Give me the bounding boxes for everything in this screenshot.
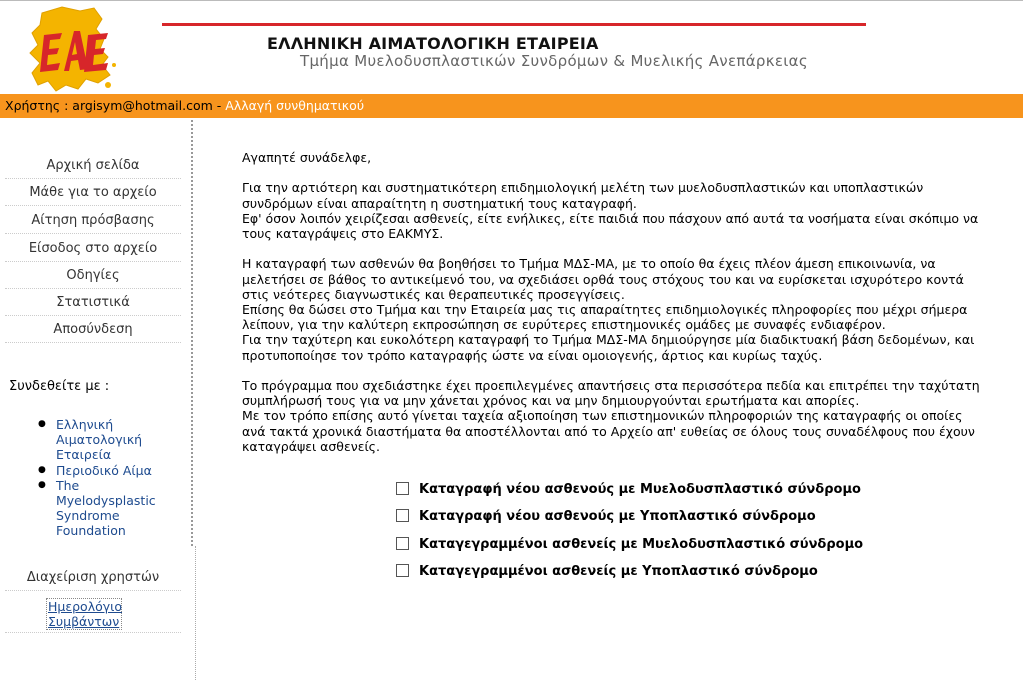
paragraph: Με τον τρόπο επίσης αυτό γίνεται ταχεία αξιοποίηση των επιστημονικών πληροφοριών της καταγραφής οι οποίες ανά τακτά χρονικά διαστήματα θα αποστέλλονται από το Αρχείο απ' ευθείας σε όλους τους συναδέλφους που έχουν καταγράψει ασθενείς.: [242, 408, 975, 454]
main-content: [242, 150, 982, 454]
paragraph: Εφ' όσον λοιπόν χειρίζεσαι ασθενείς, είτε ενήλικες, είτε παιδιά που πάσχουν από αυτά τα νοσήματα είναι σκόπιμο να τους καταγράψεις στο ΕΑΚΜΥΣ.: [242, 210, 979, 241]
option-label[interactable]: Καταγεγραμμένοι ασθενείς με Μυελοδυσπλαστικό σύνδρομο: [419, 536, 864, 552]
org-title: ΕΛΛΗΝΙΚΗ ΑΙΜΑΤΟΛΟΓΙΚΗ ΕΤΑΙΡΕΙΑ: [267, 34, 599, 53]
eae-logo[interactable]: [22, 5, 122, 93]
sidebar-item-archive-login[interactable]: [5, 241, 181, 256]
link-hellenic-hematology-society[interactable]: Ελληνική Αιματολογική Εταιρεία: [56, 417, 143, 463]
sidebar-item-label[interactable]: Μάθε για το αρχείο: [29, 185, 157, 200]
user-separator: -: [212, 98, 226, 113]
paragraph: Για την αρτιότερη και συστηματικότερη επιδημιολογική μελέτη των μυελοδυσπλαστικών και υποπλαστικών συνδρόμων είναι απαραίτητη η συστηματική τους καταγραφή.: [242, 180, 924, 211]
paragraph: Επίσης θα δώσει στο Τμήμα και την Εταιρεία μας τις απαραίτητες επιδημιολογικές πληροφορίες που μέχρι σήμερα λείπουν, για την καλύτερη εκπροσώπηση σε ευρύτερες επιστημονικές ομάδες με συναφές ενδιαφέρον.: [242, 302, 968, 333]
list-item: [40, 463, 170, 478]
sidebar-separator: [5, 288, 181, 289]
header-divider-line: [162, 23, 866, 26]
paragraph: Για την ταχύτερη και ευκολότερη καταγραφή το Τμήμα ΜΔΣ-ΜΑ δημιούργησε μία διαδικτυακή βάση δεδομένων, και προτυποποίησε τον τρόπο καταγραφής ώστε να είναι ομοιογενής, άρτιος και κυρίως ταχύς.: [242, 332, 975, 363]
paragraph: Το πρόγραμμα που σχεδιάστηκε έχει προεπιλεγμένες απαντήσεις στα περισσότερα πεδία και επιτρέπει την ταχύτατη συμπλήρωσή τους για να μην χάνεται χρόνος και να μην δημιουργούνται ερωτήματα και απορίες.: [242, 378, 980, 409]
paragraph: Η καταγραφή των ασθενών θα βοηθήσει το Τμήμα ΜΔΣ-ΜΑ, με το οποίο θα έχεις πλέον άμεση επικοινωνία, να μελετήσει σε βάθος το αντικείμενό του, να σχεδιάσει ορθά τους στόχους του και να ευρίσκεται ισχυρότερο κοντά στις νεότερες διαγνωστικές και θεραπευτικές προσεγγίσεις.: [242, 256, 964, 302]
connect-with-label: Συνδεθείτε με :: [9, 379, 110, 394]
org-subtitle: Τμήμα Μυελοδυσπλαστικών Συνδρόμων & Μυελικής Ανεπάρκειας: [300, 52, 808, 70]
sidebar-item-statistics[interactable]: [5, 295, 181, 310]
sidebar-separator: [5, 205, 181, 206]
event-log-link[interactable]: Ημερολόγιο Συμβάντων: [48, 599, 123, 629]
sidebar-item-label[interactable]: Αίτηση πρόσβασης: [31, 213, 155, 228]
sidebar-separator: [5, 342, 181, 343]
option-label[interactable]: Καταγραφή νέου ασθενούς με Μυελοδυσπλαστικό σύνδρομο: [419, 482, 861, 497]
sidebar-item-home[interactable]: [5, 158, 181, 173]
sidebar-item-label[interactable]: Στατιστικά: [56, 295, 130, 310]
link-mds-foundation[interactable]: The Myelodysplastic Syndrome Foundation: [56, 477, 156, 539]
sidebar-item-label[interactable]: Αρχική σελίδα: [46, 158, 140, 173]
sidebar-separator: [5, 632, 181, 633]
checkbox-icon[interactable]: [396, 482, 409, 495]
greeting: Αγαπητέ συνάδελφε,: [242, 150, 372, 165]
sidebar-separator: [5, 178, 181, 179]
external-links-list: [40, 417, 170, 539]
sidebar-separator: [5, 233, 181, 234]
list-item: [40, 478, 170, 539]
sidebar-divider: [191, 120, 193, 546]
sidebar-divider-lower: [195, 546, 196, 680]
user-prefix: Χρήστης :: [5, 98, 73, 113]
list-item: [40, 417, 170, 463]
header: [0, 0, 1023, 94]
checkbox-icon[interactable]: [396, 537, 409, 550]
sidebar-item-label[interactable]: Οδηγίες: [66, 268, 120, 283]
sidebar-separator: [5, 315, 181, 316]
option-label[interactable]: Καταγραφή νέου ασθενούς με Υποπλαστικό σύνδρομο: [419, 509, 816, 525]
sidebar-item-access-request[interactable]: [5, 213, 181, 228]
user-email: argisym@hotmail.com: [72, 98, 213, 113]
user-management-heading: Διαχείριση χρηστών: [26, 570, 160, 585]
sidebar-item-learn-archive[interactable]: [5, 185, 181, 200]
sidebar-item-label[interactable]: Είσοδος στο αρχείο: [28, 241, 158, 256]
checkbox-icon[interactable]: [396, 509, 409, 522]
sidebar-separator: [5, 261, 181, 262]
checkbox-icon[interactable]: [396, 564, 409, 577]
sidebar-separator: [5, 590, 181, 591]
option-label[interactable]: Καταγεγραμμένοι ασθενείς με Υποπλαστικό σύνδρομο: [419, 563, 818, 579]
link-periodiko-aima[interactable]: Περιοδικό Αίμα: [56, 462, 152, 478]
user-bar: [0, 94, 1023, 118]
change-password-link[interactable]: Αλλαγή συνθηματικού: [225, 98, 365, 113]
sidebar-item-label[interactable]: Αποσύνδεση: [53, 322, 133, 337]
sidebar-item-logout[interactable]: [5, 322, 181, 337]
sidebar-item-instructions[interactable]: [5, 268, 181, 283]
